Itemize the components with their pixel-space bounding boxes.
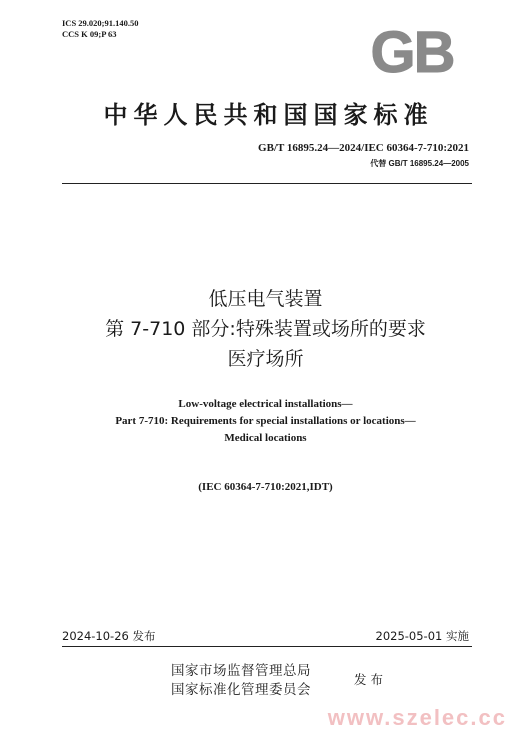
replaces-line: 代替 GB/T 16895.24—2005: [370, 159, 469, 168]
ccs-code: CCS K 09;P 63: [62, 29, 117, 39]
gb-logo-text: GB: [370, 24, 454, 78]
title-en-line1: Low-voltage electrical installations—: [178, 398, 353, 410]
bottom-divider: [62, 646, 472, 647]
ics-code: ICS 29.020;91.140.50: [62, 18, 139, 28]
title-cn-line1: 低压电气装置: [208, 288, 323, 310]
adoption-note: (IEC 60364-7-710:2021,IDT): [198, 481, 333, 493]
title-en-line2: Part 7-710: Requirements for special installations or locations—: [115, 415, 416, 427]
title-cn-line2: 第 7-710 部分:特殊装置或场所的要求: [105, 318, 426, 340]
top-divider: [62, 183, 472, 184]
watermark: www.szelec.cc: [327, 705, 507, 730]
national-standard-title: 中华人民共和国国家标准: [103, 100, 434, 129]
gb-logo: [360, 24, 464, 78]
issue-date: 2024-10-26 发布: [62, 629, 156, 643]
publish-label: 发布: [354, 672, 388, 687]
standard-number: GB/T 16895.24—2024/IEC 60364-7-710:2021: [258, 142, 469, 154]
title-en-line3: Medical locations: [224, 432, 307, 444]
issuer-line2: 国家标准化管理委员会: [171, 682, 311, 698]
issuer-line1: 国家市场监督管理总局: [171, 663, 311, 679]
title-cn-line3: 医疗场所: [227, 348, 304, 370]
implementation-date: 2025-05-01 实施: [375, 629, 469, 643]
classification-codes: [62, 18, 139, 40]
